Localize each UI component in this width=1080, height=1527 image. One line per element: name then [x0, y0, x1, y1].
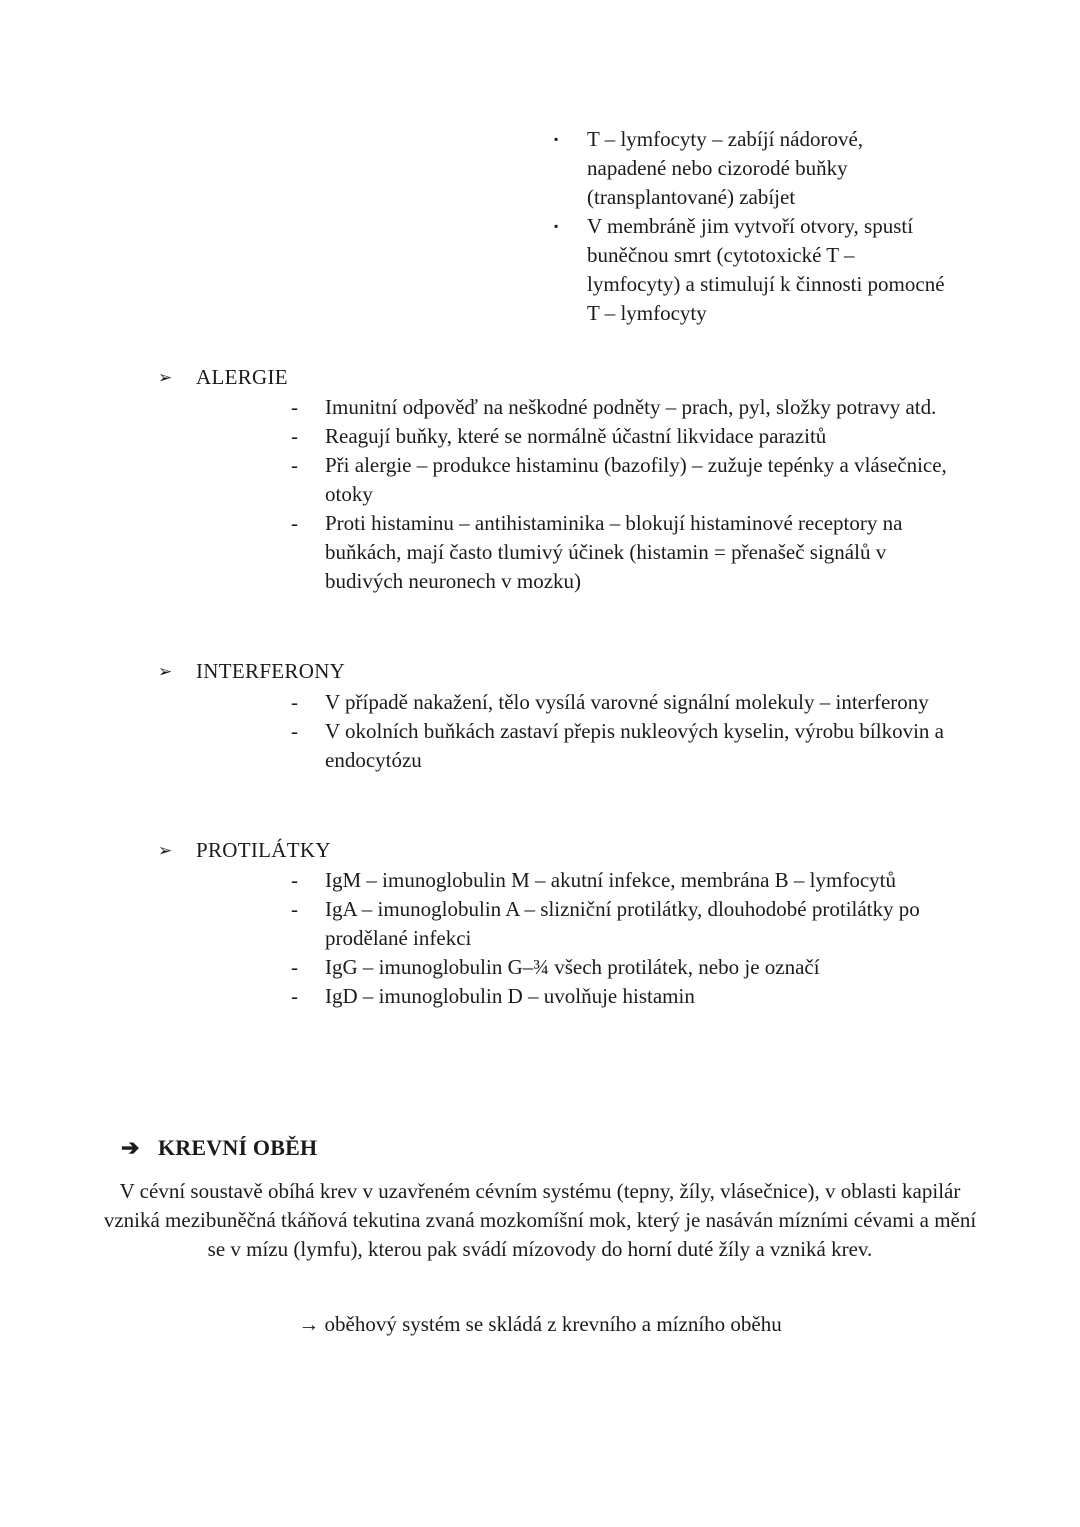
- list-item-text: IgG – imunoglobulin G–¾ všech protilátek, nebo je označí: [325, 955, 820, 979]
- list-item: [291, 451, 957, 509]
- list-item: [291, 509, 957, 596]
- dash-bullet: -: [291, 719, 298, 743]
- list-item: [554, 125, 946, 212]
- list-item: [291, 688, 957, 717]
- list-item: [291, 982, 957, 1011]
- section-items-alergie: [291, 393, 957, 596]
- list-item: [291, 393, 957, 422]
- list-item-text: Při alergie – produkce histaminu (bazofily) – zužuje tepénky a vlásečnice, otoky: [325, 453, 947, 506]
- t-lymphocyte-sublist: [554, 125, 946, 328]
- list-item: [291, 422, 957, 451]
- section-items-protilatky: [291, 866, 957, 1011]
- dash-bullet: -: [291, 955, 298, 979]
- arrowhead-bullet-icon: ➢: [158, 841, 173, 860]
- dash-bullet: -: [291, 511, 298, 535]
- section-title: INTERFERONY: [196, 659, 346, 683]
- list-item-text: IgM – imunoglobulin M – akutní infekce, membrána B – lymfocytů: [325, 868, 896, 892]
- section-heading-krevni-obeh: [121, 1133, 317, 1162]
- bold-right-arrow-icon: ➔: [121, 1135, 140, 1160]
- arrowhead-bullet-icon: ➢: [158, 662, 173, 681]
- list-item-text: Reagují buňky, které se normálně účastní likvidace parazitů: [325, 424, 827, 448]
- list-item: [291, 953, 957, 982]
- section-title: KREVNÍ OBĚH: [158, 1135, 318, 1160]
- list-item-text: Proti histaminu – antihistaminika – blokují histaminové receptory na buňkách, mají často tlumivý účinek (histamin = přenašeč signálů v budivých neuronech v mozku): [325, 511, 903, 593]
- square-bullet-icon: ▪: [554, 132, 559, 146]
- section-heading-protilatky: [158, 836, 331, 865]
- dash-bullet: -: [291, 690, 298, 714]
- dash-bullet: -: [291, 897, 298, 921]
- list-item: [554, 212, 946, 328]
- list-item-text: IgA – imunoglobulin A – slizniční protilátky, dlouhodobé protilátky po prodělané infekci: [325, 897, 920, 950]
- arrowhead-bullet-icon: ➢: [158, 368, 173, 387]
- list-item-text: V okolních buňkách zastaví přepis nukleových kyselin, výrobu bílkovin a endocytózu: [325, 719, 944, 772]
- list-item: [291, 717, 957, 775]
- section-title: ALERGIE: [196, 365, 288, 389]
- section-heading-interferony: [158, 657, 345, 686]
- square-bullet-icon: ▪: [554, 219, 559, 233]
- summary-note: [0, 1310, 1080, 1339]
- list-item-text: V membráně jim vytvoří otvory, spustí buněčnou smrt (cytotoxické T – lymfocyty) a stimulují k činnosti pomocné T – lymfocyty: [587, 214, 945, 325]
- list-item-text: V případě nakažení, tělo vysílá varovné signální molekuly – interferony: [325, 690, 929, 714]
- list-item-text: IgD – imunoglobulin D – uvolňuje histamin: [325, 984, 695, 1008]
- dash-bullet: -: [291, 395, 298, 419]
- section-items-interferony: [291, 688, 957, 775]
- list-item-text: Imunitní odpověď na neškodné podněty – prach, pyl, složky potravy atd.: [325, 395, 937, 419]
- list-item: [291, 895, 957, 953]
- list-item: [291, 866, 957, 895]
- dash-bullet: -: [291, 453, 298, 477]
- dash-bullet: -: [291, 424, 298, 448]
- section-title: PROTILÁTKY: [196, 838, 331, 862]
- light-right-arrow-icon: →: [298, 1312, 320, 1336]
- summary-note-text: oběhový systém se skládá z krevního a mízního oběhu: [324, 1312, 782, 1336]
- section-heading-alergie: [158, 363, 288, 392]
- list-item-text: T – lymfocyty – zabíjí nádorové, napadené nebo cizorodé buňky (transplantované) zabíjet: [587, 127, 864, 209]
- krevni-obeh-paragraph: V cévní soustavě obíhá krev v uzavřeném cévním systému (tepny, žíly, vlásečnice), v oblasti kapilár vzniká mezibuněčná tkáňová tekutina zvaná mozkomíšní mok, který je nasáván mízními cévami a mění se v mízu (lymfu), kterou pak svádí mízovody do horní duté žíly a vzniká krev.: [103, 1179, 977, 1261]
- dash-bullet: -: [291, 868, 298, 892]
- dash-bullet: -: [291, 984, 298, 1008]
